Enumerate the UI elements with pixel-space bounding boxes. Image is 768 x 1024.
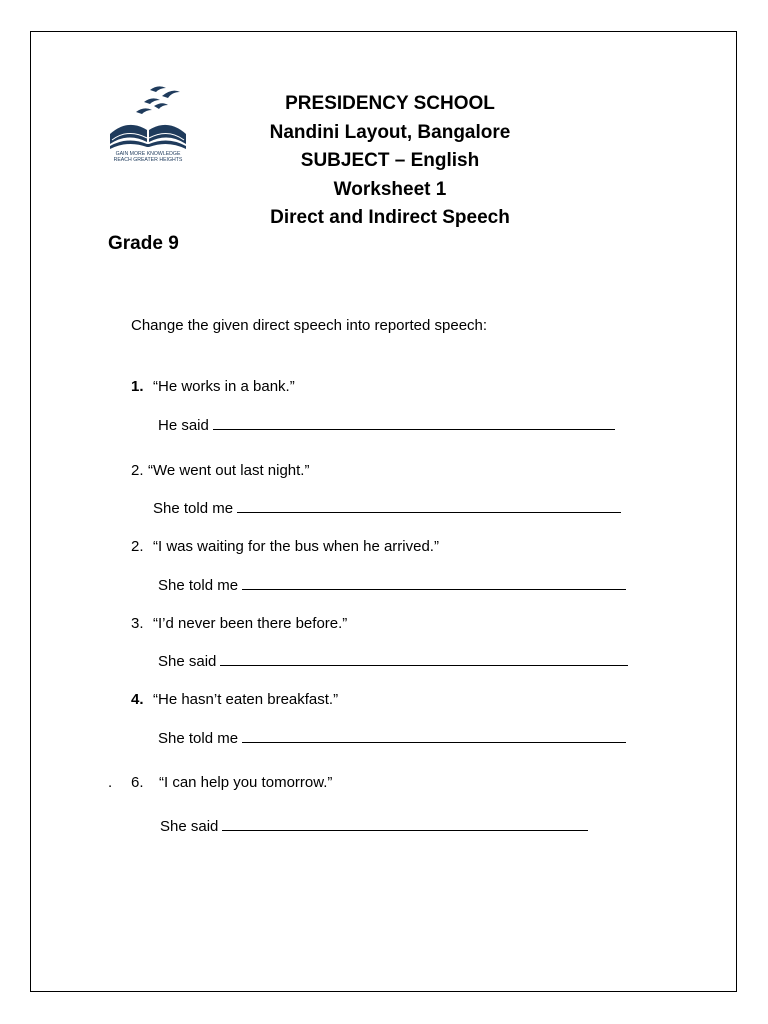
question-text: “We went out last night.” <box>148 462 310 479</box>
question-number: 6. <box>131 774 144 791</box>
answer-prefix: She told me <box>158 577 239 594</box>
answer-line <box>160 818 588 835</box>
question-text: “He hasn’t eaten breakfast.” <box>153 691 339 708</box>
stray-mark: . <box>108 774 113 791</box>
answer-line <box>153 500 621 517</box>
subject-line: SUBJECT – English <box>300 150 480 171</box>
answer-blank[interactable] <box>213 417 615 430</box>
answer-prefix: She told me <box>158 730 239 747</box>
logo-motto-line1: GAIN MORE KNOWLEDGE <box>115 151 181 157</box>
answer-prefix: She said <box>158 653 217 670</box>
question-item <box>131 378 295 395</box>
question-item <box>131 615 347 632</box>
question-text: “He works in a bank.” <box>153 378 295 395</box>
answer-blank[interactable] <box>220 653 628 666</box>
grade-label: Grade 9 <box>108 233 179 254</box>
answer-prefix: She told me <box>153 500 234 517</box>
question-item <box>131 691 338 708</box>
answer-line <box>158 577 626 594</box>
answer-prefix: She said <box>160 818 219 835</box>
answer-prefix: He said <box>158 417 209 434</box>
instruction-text: Change the given direct speech into reported speech: <box>131 317 488 334</box>
open-book-birds-icon <box>106 82 190 162</box>
question-number: 1. <box>131 378 144 395</box>
question-text: “I was waiting for the bus when he arrived.” <box>153 538 439 555</box>
question-item <box>131 462 309 479</box>
worksheet-header <box>200 90 580 233</box>
school-address: Nandini Layout, Bangalore <box>269 121 511 143</box>
answer-line <box>158 653 628 670</box>
answer-blank[interactable] <box>222 818 588 831</box>
question-text: “I can help you tomorrow.” <box>159 774 333 791</box>
answer-blank[interactable] <box>237 500 621 513</box>
question-number: 2. <box>131 538 144 555</box>
answer-line <box>158 730 626 747</box>
question-number: 2. <box>131 462 144 479</box>
logo-motto-line2: REACH GREATER HEIGHTS <box>113 157 183 162</box>
worksheet-topic: Direct and Indirect Speech <box>270 207 510 228</box>
question-item <box>131 774 332 791</box>
worksheet-number: Worksheet 1 <box>333 178 447 200</box>
school-logo <box>106 82 190 162</box>
school-name: PRESIDENCY SCHOOL <box>285 93 495 114</box>
answer-line <box>158 417 615 434</box>
question-item <box>131 538 439 555</box>
answer-blank[interactable] <box>242 730 626 743</box>
question-number: 3. <box>131 615 144 632</box>
question-number: 4. <box>131 691 144 708</box>
answer-blank[interactable] <box>242 577 626 590</box>
question-text: “I’d never been there before.” <box>153 615 348 632</box>
